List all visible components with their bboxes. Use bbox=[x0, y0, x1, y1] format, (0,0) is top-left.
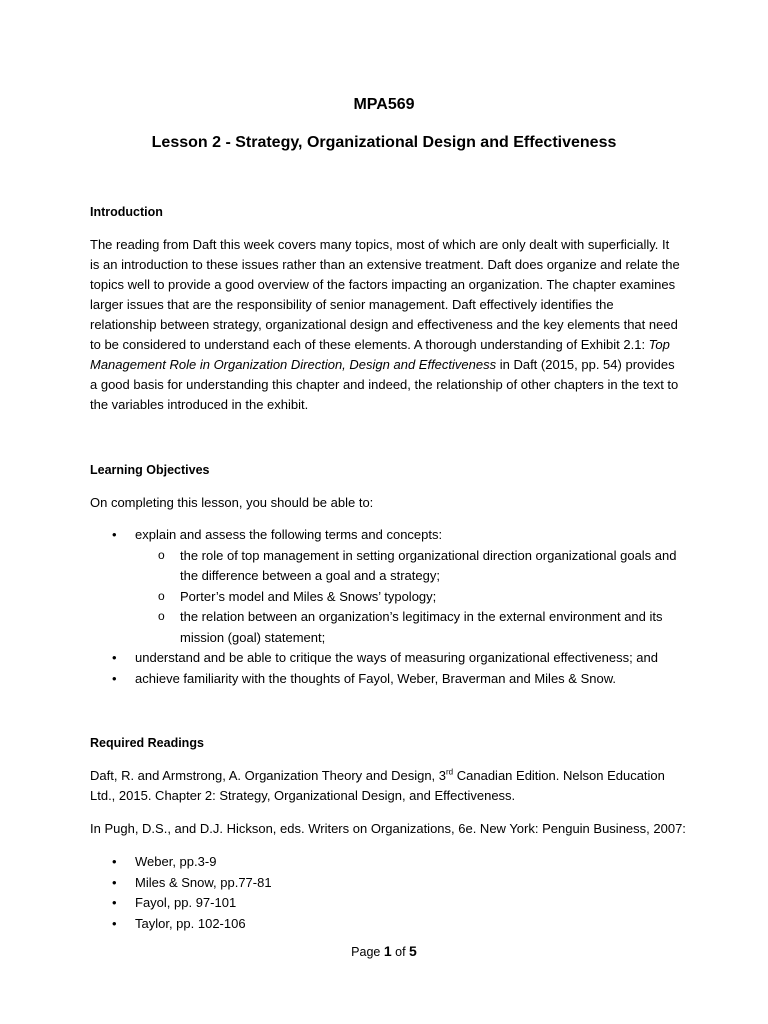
daft-ref-part2: Canadian Edition. Nelson Education Ltd., 2015. Chapter 2: Strategy, Organizational Design, and Effectiveness. bbox=[90, 768, 665, 803]
intro-text-part1: The reading from Daft this week covers many topics, most of which are only dealt with superficially. It is an introduction to these issues rather than an extensive treatment. Daft does organize and relate the topics well to provide a good overview of the factors impacting an organization. The chapter examines larger issues that are the responsibility of senior management. Daft effectively identifies the relationship between strategy, organizational design and effectiveness and the key elements that need to be considered to understand each of these elements. A thorough understanding of Exhibit 2.1: bbox=[90, 237, 680, 352]
list-item: • achieve familiarity with the thoughts of Fayol, Weber, Braverman and Miles & Snow. bbox=[90, 669, 690, 690]
list-item: o Porter’s model and Miles & Snows’ typology; bbox=[90, 587, 690, 608]
footer-of-word: of bbox=[395, 945, 406, 959]
footer-total-pages: 5 bbox=[409, 943, 417, 959]
learning-objectives-heading: Learning Objectives bbox=[90, 463, 210, 477]
list-item: • Taylor, pp. 102-106 bbox=[90, 914, 690, 935]
footer-page-word: Page bbox=[351, 945, 381, 959]
objectives-lead: On completing this lesson, you should be able to: bbox=[90, 495, 374, 510]
intro-text-italic: Top Management Role in Organization Direction, Design and Effectiveness bbox=[90, 337, 670, 372]
footer-current-page: 1 bbox=[383, 943, 392, 959]
required-readings-heading: Required Readings bbox=[90, 736, 204, 750]
list-item: • explain and assess the following terms and concepts: bbox=[90, 525, 690, 546]
course-code: MPA569 bbox=[353, 96, 415, 113]
list-item: o the role of top management in setting organizational direction organizational goals and the difference between a goal and a strategy; bbox=[90, 546, 690, 587]
daft-ref-superscript: rd bbox=[446, 767, 454, 777]
pugh-reference: In Pugh, D.S., and D.J. Hickson, eds. Writers on Organizations, 6e. New York: Penguin Business, 2007: bbox=[90, 821, 686, 836]
list-item: • Miles & Snow, pp.77-81 bbox=[90, 873, 690, 894]
objectives-list bbox=[90, 525, 690, 689]
page-footer bbox=[0, 942, 768, 961]
introduction-paragraph bbox=[90, 235, 682, 415]
list-item: o the relation between an organization’s legitimacy in the external environment and its mission (goal) statement; bbox=[90, 607, 690, 648]
introduction-heading: Introduction bbox=[90, 205, 163, 219]
intro-text-part2: in Daft (2015, pp. 54) provides a good basis for understanding this chapter and indeed, the relationship of other chapters in the text to the variables introduced in the exhibit. bbox=[90, 357, 679, 412]
readings-list bbox=[90, 852, 690, 934]
daft-reference bbox=[90, 766, 680, 806]
list-item: • understand and be able to critique the ways of measuring organizational effectiveness; and bbox=[90, 648, 690, 669]
list-item: • Fayol, pp. 97-101 bbox=[90, 893, 690, 914]
daft-ref-part1: Daft, R. and Armstrong, A. Organization Theory and Design, 3 bbox=[90, 768, 447, 783]
lesson-title: Lesson 2 - Strategy, Organizational Design and Effectiveness bbox=[151, 134, 617, 151]
list-item: • Weber, pp.3-9 bbox=[90, 852, 690, 873]
